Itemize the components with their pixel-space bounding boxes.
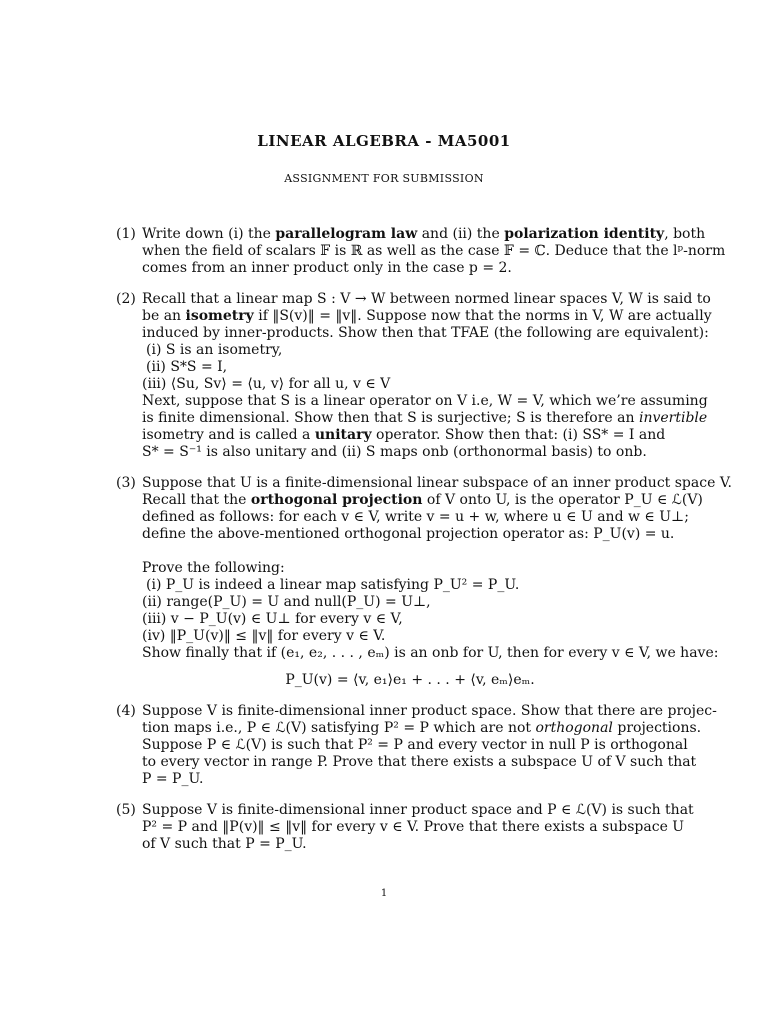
problem-3 bbox=[116, 475, 732, 689]
subitem: (ii) range(P_U) = U and null(P_U) = U⊥, bbox=[142, 594, 431, 610]
problem-text-line: Suppose V is finite-dimensional inner product space and P ∈ ℒ(V) is such that bbox=[142, 802, 694, 818]
subitem: (i) S is an isometry, bbox=[146, 342, 283, 358]
problem-number: (1) bbox=[116, 226, 136, 242]
problem-text-line: be an isometry if ‖S(v)‖ = ‖v‖. Suppose now that the norms in V, W are actually bbox=[142, 308, 712, 324]
subitem: (iii) ⟨Su, Sv⟩ = ⟨u, v⟩ for all u, v ∈ V bbox=[142, 376, 391, 392]
problem-text-line: is finite dimensional. Show then that S is surjective; S is therefore an invertible bbox=[142, 410, 708, 426]
problem-4 bbox=[116, 703, 717, 788]
problem-number: (3) bbox=[116, 475, 136, 491]
problem-text-line: Show finally that if (e₁, e₂, . . . , eₘ) is an onb for U, then for every v ∈ V, we have: bbox=[142, 645, 719, 661]
subitem: (i) P_U is indeed a linear map satisfying P_U² = P_U. bbox=[146, 577, 520, 593]
problem-5 bbox=[116, 802, 694, 853]
subitem: (iv) ‖P_U(v)‖ ≤ ‖v‖ for every v ∈ V. bbox=[142, 628, 386, 644]
problem-list bbox=[116, 226, 732, 867]
problem-text-line: Recall that a linear map S : V → W between normed linear spaces V, W is said to bbox=[142, 291, 711, 307]
problem-text-line: S* = S⁻¹ is also unitary and (ii) S maps onb (orthonormal basis) to onb. bbox=[142, 444, 647, 460]
problem-text-line: defined as follows: for each v ∈ V, write v = u + w, where u ∈ U and w ∈ U⊥; bbox=[142, 509, 689, 525]
document-title: LINEAR ALGEBRA - MA5001 bbox=[257, 132, 511, 150]
problem-number: (5) bbox=[116, 802, 136, 818]
problem-number: (4) bbox=[116, 703, 136, 719]
subitem: (iii) v − P_U(v) ∈ U⊥ for every v ∈ V, bbox=[142, 611, 403, 627]
problem-1 bbox=[116, 226, 726, 277]
problem-text-line: of V such that P = P_U. bbox=[142, 836, 307, 852]
problem-text-line: to every vector in range P. Prove that there exists a subspace U of V such that bbox=[142, 754, 697, 770]
problem-text-line: induced by inner-products. Show then that TFAE (the following are equivalent): bbox=[142, 325, 709, 341]
problem-text-line: Write down (i) the parallelogram law and (ii) the polarization identity, both bbox=[142, 226, 706, 242]
problem-text-line: Prove the following: bbox=[142, 560, 285, 576]
problem-text-line: define the above-mentioned orthogonal projection operator as: P_U(v) = u. bbox=[142, 526, 675, 542]
problem-text-line: comes from an inner product only in the case p = 2. bbox=[142, 260, 512, 276]
problem-text-line: P² = P and ‖P(v)‖ ≤ ‖v‖ for every v ∈ V. Prove that there exists a subspace U bbox=[142, 819, 685, 835]
problem-text-line: Suppose P ∈ ℒ(V) is such that P² = P and every vector in null P is orthogonal bbox=[142, 737, 688, 753]
problem-text-line: Recall that the orthogonal projection of V onto U, is the operator P_U ∈ ℒ(V) bbox=[142, 492, 703, 508]
page-number: 1 bbox=[380, 888, 388, 899]
problem-text-line: when the field of scalars 𝔽 is ℝ as well as the case 𝔽 = ℂ. Deduce that the lᵖ-norm bbox=[142, 243, 726, 259]
problem-2 bbox=[116, 291, 712, 461]
problem-text-line: tion maps i.e., P ∈ ℒ(V) satisfying P² = P which are not orthogonal projections. bbox=[142, 720, 702, 736]
document-subtitle: ASSIGNMENT FOR SUBMISSION bbox=[284, 172, 484, 185]
subitem: (ii) S*S = I, bbox=[146, 359, 228, 375]
display-formula: P_U(v) = ⟨v, e₁⟩e₁ + . . . + ⟨v, eₘ⟩eₘ. bbox=[285, 672, 535, 688]
problem-text-line: Suppose that U is a finite-dimensional linear subspace of an inner product space V. bbox=[142, 475, 732, 491]
problem-text-line: isometry and is called a unitary operator. Show then that: (i) SS* = I and bbox=[142, 427, 666, 443]
problem-text-line: Next, suppose that S is a linear operator on V i.e, W = V, which we’re assuming bbox=[142, 393, 708, 409]
problem-text-line: P = P_U. bbox=[142, 771, 204, 787]
problem-number: (2) bbox=[116, 291, 136, 307]
problem-text-line: Suppose V is finite-dimensional inner product space. Show that there are projec- bbox=[142, 703, 717, 719]
